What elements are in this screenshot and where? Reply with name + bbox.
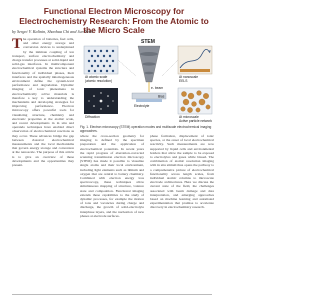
stem-label: STEM	[141, 39, 155, 45]
column-3	[150, 134, 214, 292]
microscale-label: At microscale	[179, 115, 199, 119]
byline: by Sergei V. Kalinin, Shaohua Chi and Jun Nishi	[12, 29, 94, 34]
column-3-text: phase formation, displacement of ionic species, or the onset of local electrochemical reactivity. Such measurements are now supported by liquid cells and environmental holders that allow the sample to be exposed to electrolytes and gases while biased. The combination of atomic resolution imaging with in situ stimuli thus opens the pathway to a comprehensive picture of electrochemical functionality across length scales, from individual atomic columns to microscale electrode architectures. Here we discuss the current state of the field, the challenges associated with beam damage and data interpretation, and emerging approaches based on machine learning and automated experimentation that promise to accelerate discovery in electrochemistry research.	[150, 134, 214, 210]
column-2	[80, 134, 144, 292]
figure-illustration	[80, 36, 216, 124]
eels-label: EELS	[179, 79, 188, 83]
stem-column	[118, 39, 178, 108]
beam-label: e- beam	[151, 86, 164, 90]
diffraction-label: Diffraction	[85, 115, 100, 119]
nanoscale-label: At nanoscale	[179, 75, 199, 79]
figure	[80, 36, 216, 124]
electrolyte-label: Electrolyte	[134, 104, 150, 108]
footer-divider	[12, 294, 212, 295]
column-1	[12, 37, 74, 292]
atomic-scale-label: At atomic scale	[85, 75, 108, 79]
column-1-text: he operation of batteries, fuel cells, and other energy storage and conversion devices is underpinned by the intimate coupling of ion transport, surface electrochemistry and charge transfer processes at solid-liquid and solid-gas interfaces. In multicomponent electrochemical systems the structure and functionality of individual phases, their interfaces and the spatially inhomogeneous environment define the system-level performance and degradation. Dynamic imaging of ionic phenomena in electrochemically active materials is therefore a key to understanding the mechanisms and developing strategies for improving performance. Electron microscopy offers powerful tools for visualizing structure, chemistry and electronic properties at the atomic scale, and recent developments in in situ and operando techniques have enabled direct observation of electrochemical reactions as they occur. These advances bridge the gap between classical electrochemical measurements and the local mechanisms that govern energy storage and conversion at the nanoscale. The purpose of this article is to give an overview of these developments and the opportunities they present.	[12, 37, 74, 168]
atomic-scale-panel	[84, 46, 118, 83]
microscale-panel	[178, 88, 212, 123]
nanoscale-panel	[178, 46, 212, 83]
atomic-scale-sublabel: (atomic resolution)	[85, 79, 113, 83]
column-2-text: where the cross-section geometry for imaging is defined by the specimen preparation and the application of electrochemical potentials. In recent years the rapid progress of aberration-corrected scanning transmission electron microscopy (STEM) has made it possible to visualize single atoms and their local environment, including light elements such as lithium and oxygen that are central to battery chemistry. Combined with electron energy loss spectroscopy, these techniques allow simultaneous mapping of structure, valence state and composition. Functional imaging extends these capabilities to the study of dynamic processes, for example the motion of ions and vacancies during charge and discharge, the growth of solid-electrolyte interphase layers, and the nucleation of new phases at electrode surfaces.	[80, 134, 144, 218]
bias-label: Bias	[158, 94, 165, 99]
diffraction-panel	[84, 88, 118, 119]
micro-sublabel: Active particle network	[179, 119, 212, 123]
article-title: Functional Electron Microscopy for Electrochemistry Research: From the Atomic to the Micro Scale	[19, 6, 209, 36]
figure-caption: Fig. 1. Electron microscopy (STEM) operation modes and multiscale electrochemical imaging approaches.	[80, 125, 212, 133]
drop-cap: T	[12, 36, 23, 52]
